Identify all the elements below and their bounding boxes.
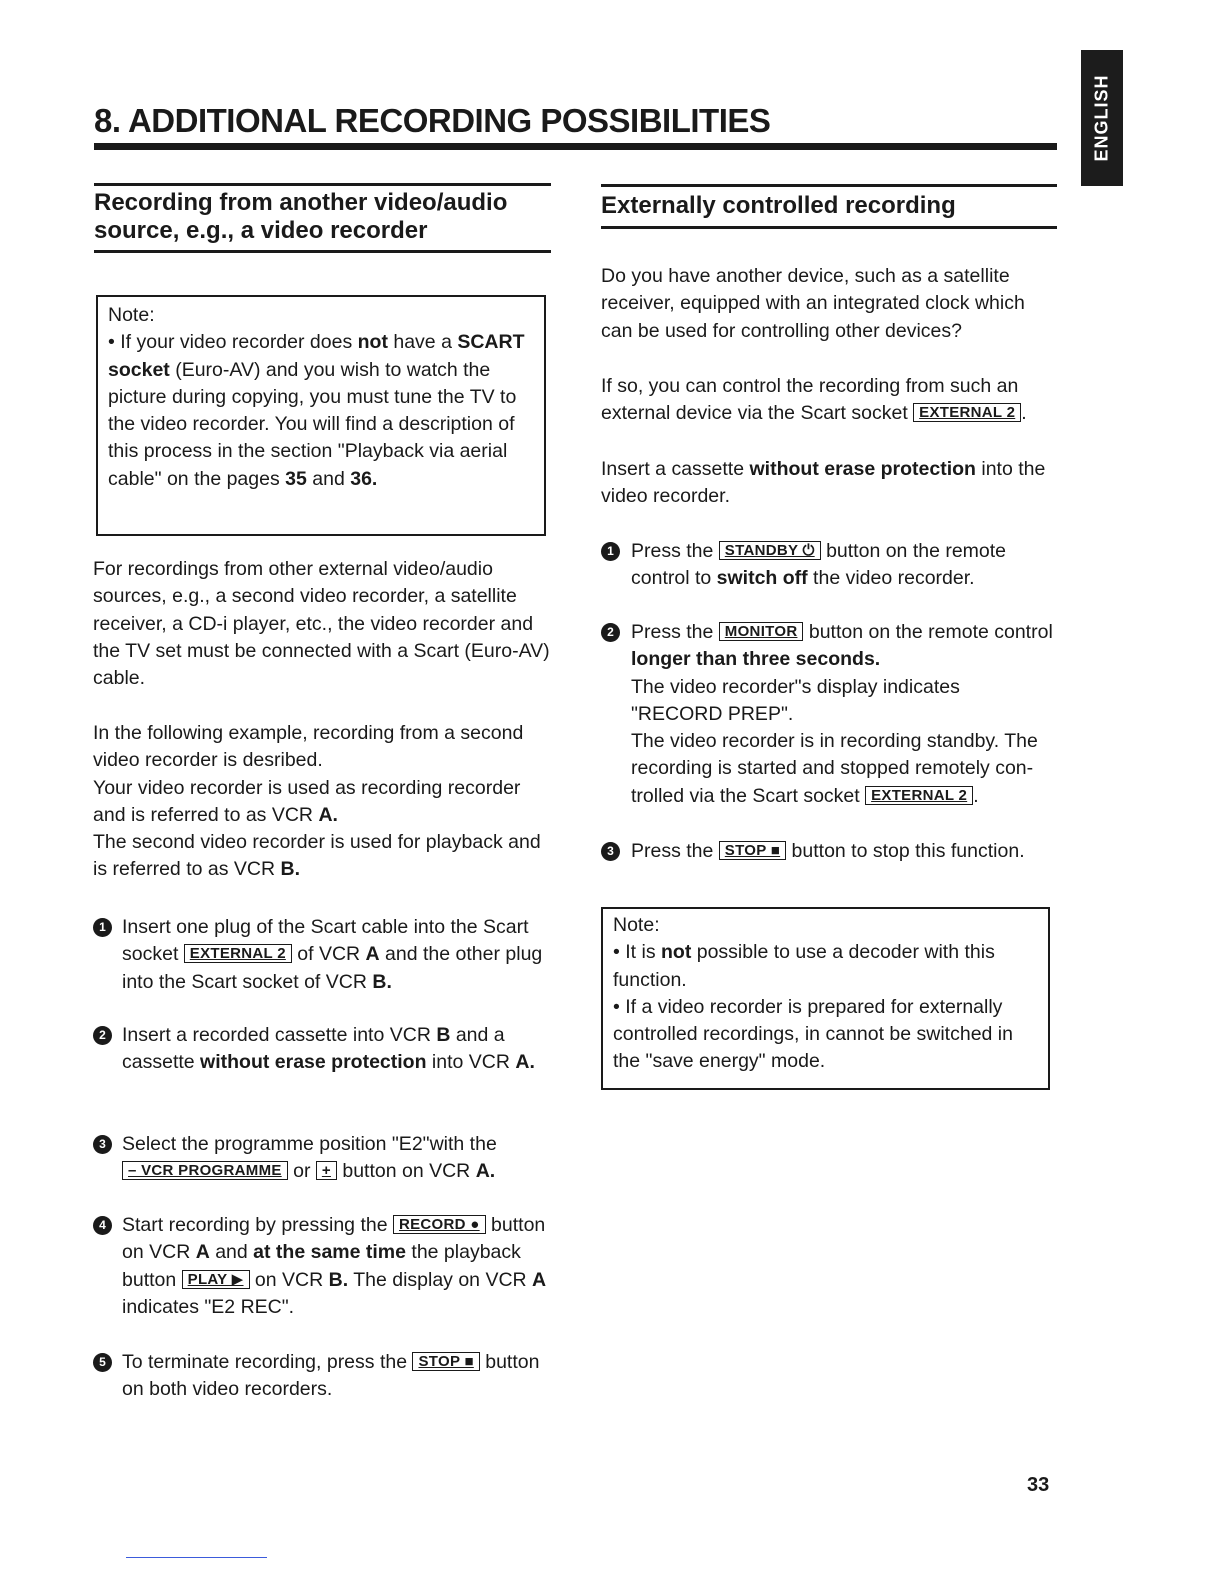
left-title-line2: source, e.g., a video recorder: [94, 217, 428, 244]
right-note-box: [601, 907, 1050, 1090]
monitor-button-label: MONITOR: [719, 622, 804, 641]
page-title: 8. ADDITIONAL RECORDING POSSIBILITIES: [94, 102, 771, 139]
step-number-3: 3: [601, 842, 620, 861]
right-step-2: 2 Press the MONITOR button on the remote control longer than three seconds. The video recorder"s display indicates "RECORD PREP". The video recorder is in recording standby. The recording is started and stopped remotely con-trolled via the Scart socket EXTERNAL 2 .: [601, 619, 1056, 810]
step-number-5: 5: [93, 1353, 112, 1372]
title-rule: [94, 143, 1057, 150]
note-text-2: • If a video recorder is prepared for externally controlled recordings, in cannot be switched in the "save energy" mode.: [613, 995, 1013, 1073]
left-intro-paragraph: For recordings from other external video/audio sources, e.g., a second video recorder, a satellite receiver, a CD-i player, etc., the video recorder and the TV set must be connected with a Scart (Euro-AV) cable.: [93, 558, 550, 690]
plus-button-label: +: [316, 1161, 337, 1180]
right-step-3: 3 Press the STOP ■ button to stop this function.: [601, 838, 1056, 865]
footer-line: [126, 1557, 267, 1558]
stop-button-label: STOP ■: [412, 1352, 479, 1371]
record-button-label: RECORD ●: [393, 1215, 486, 1234]
left-step-4: 4 Start recording by pressing the RECORD ● button on VCR A and at the same time the playback button PLAY ▶ on VCR B. The display on VCR A indicates "E2 REC".: [93, 1212, 548, 1321]
left-step-2: 2 Insert a recorded cassette into VCR B and a cassette without erase protection into VCR A.: [93, 1022, 548, 1077]
right-intro-paragraph: Do you have another device, such as a satellite receiver, equipped with an integrated clock which can be used for controlling other devices?: [601, 265, 1025, 342]
step-number-1: 1: [93, 918, 112, 937]
play-button-label: PLAY ▶: [182, 1270, 250, 1289]
standby-button-label: STANDBY ⏻: [719, 541, 821, 560]
right-insert-paragraph: Insert a cassette without erase protection into the video recorder.: [601, 458, 1046, 508]
left-step-3: 3 Select the programme position "E2"with the – VCR PROGRAMME or + button on VCR A.: [93, 1131, 548, 1186]
left-section-title: [94, 189, 564, 245]
external-2-button-label: EXTERNAL 2: [913, 403, 1021, 422]
language-tab-label: ENGLISH: [1091, 74, 1112, 162]
note-label: Note:: [108, 304, 155, 326]
external-2-button-label: EXTERNAL 2: [865, 786, 973, 805]
right-section-bottom-rule: [601, 226, 1057, 229]
step-number-1: 1: [601, 542, 620, 561]
vcr-programme-button-label: – VCR PROGRAMME: [122, 1161, 288, 1180]
page-number: 33: [1027, 1474, 1050, 1496]
note-label: Note:: [613, 914, 660, 936]
note-text: • If your video recorder does not have a SCART socket (Euro-AV) and you wish to watch the picture during copying, you must tune the TV to the video recorder. You will find a description of this process in the section "Playback via aerial cable" on the pages 35 and 36.: [108, 331, 525, 490]
stop-button-label: STOP ■: [719, 841, 786, 860]
left-step-5: 5 To terminate recording, press the STOP ■ button on both video recorders.: [93, 1349, 548, 1404]
left-step-1: 1 Insert one plug of the Scart cable into the Scart socket EXTERNAL 2 of VCR A and the other plug into the Scart socket of VCR B.: [93, 914, 548, 996]
step-number-2: 2: [93, 1026, 112, 1045]
left-title-line1: Recording from another video/audio: [94, 189, 508, 216]
right-section-title: Externally controlled recording: [601, 192, 956, 219]
left-section-top-rule: [94, 183, 551, 186]
note-text-1: • It is not possible to use a decoder with this function.: [613, 941, 995, 991]
left-note-box: [96, 295, 546, 536]
left-example-paragraph: In the following example, recording from a second video recorder is desribed. Your video recorder is used as recording recorder and is referred to as VCR A. The second video recorder is used for playback and is referred to as VCR B.: [93, 722, 541, 881]
left-section-bottom-rule: [94, 250, 551, 253]
right-step-1: 1 Press the STANDBY ⏻ button on the remote control to switch off the video recorder.: [601, 538, 1056, 593]
step-number-3: 3: [93, 1135, 112, 1154]
step-number-4: 4: [93, 1216, 112, 1235]
language-tab: [1081, 50, 1123, 186]
right-control-paragraph: If so, you can control the recording from such an external device via the Scart socket EXTERNAL 2 .: [601, 375, 1027, 425]
step-number-2: 2: [601, 623, 620, 642]
right-section-top-rule: [601, 184, 1057, 187]
external-2-button-label: EXTERNAL 2: [184, 944, 292, 963]
